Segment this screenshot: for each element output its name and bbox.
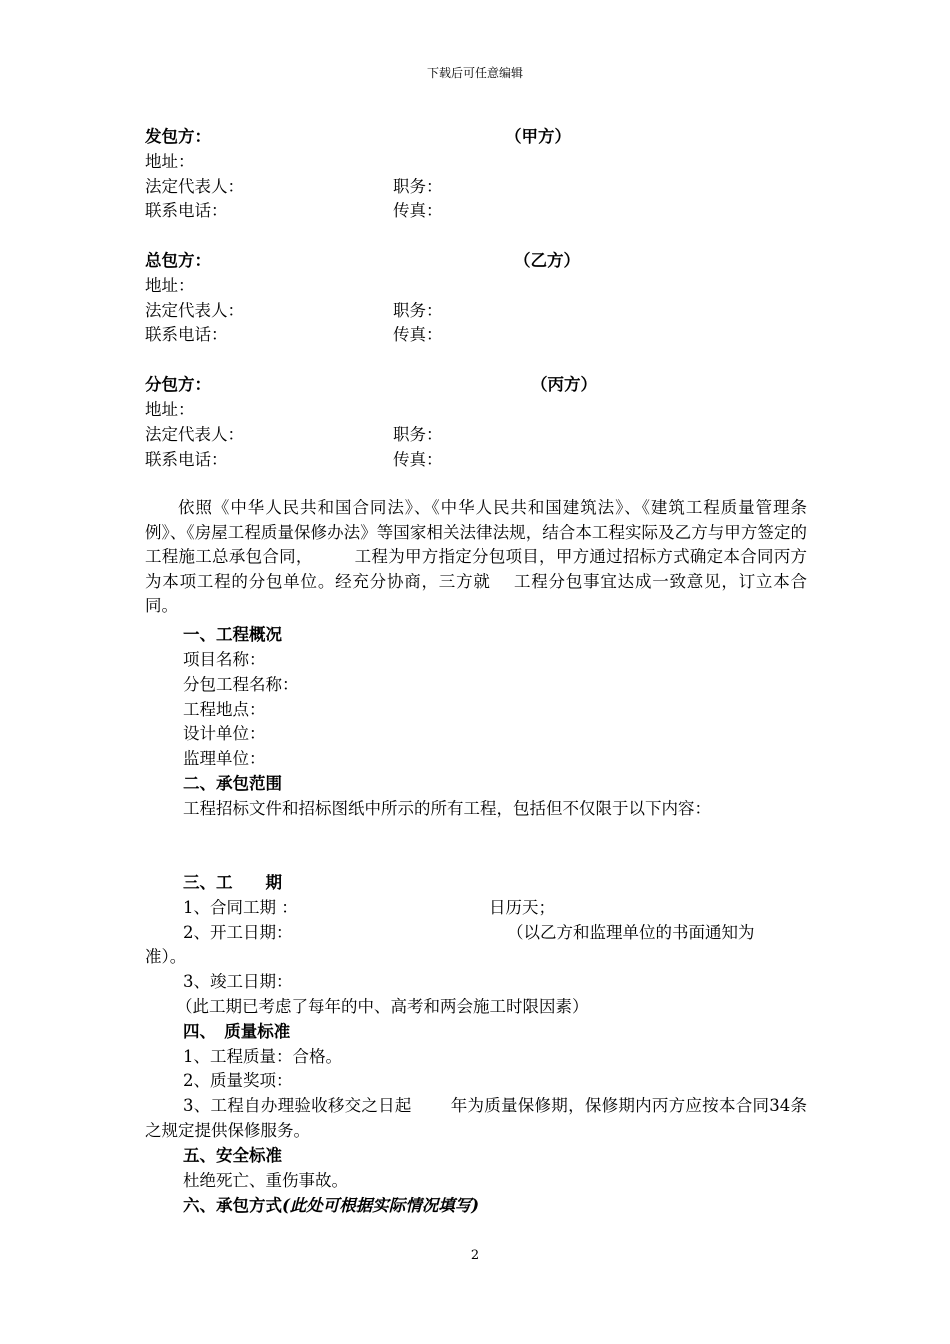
party-c-fax: 传真： xyxy=(393,450,443,469)
party-c-rep: 法定代表人： xyxy=(145,425,244,444)
project-name-field: 项目名称： xyxy=(183,650,266,669)
quality-item-3: 3、工程自办理验收移交之日起 年为质量保修期，保修期内丙方应按本合同34条之规定提供保修服务。 xyxy=(145,1096,807,1140)
section-6-heading xyxy=(183,1196,479,1216)
party-a-rep: 法定代表人： xyxy=(145,177,244,196)
site-location-field: 工程地点： xyxy=(183,700,266,719)
start-date-note: （以乙方和监理单位的书面通知为 xyxy=(507,923,755,942)
start-date-field: 2、开工日期： xyxy=(183,923,293,942)
duration-note: （此工期已考虑了每年的中、高考和两会施工时限因素） xyxy=(176,997,589,1016)
party-b-position: 职务： xyxy=(393,301,443,320)
contract-duration-field: 1、合同工期 ： xyxy=(183,898,298,917)
section-2-heading: 二、承包范围 xyxy=(183,774,282,793)
section-3-heading: 三、工 期 xyxy=(183,873,282,892)
party-b-fax: 传真： xyxy=(393,325,443,344)
party-a-position: 职务： xyxy=(393,177,443,196)
page-number: 2 xyxy=(470,1248,480,1263)
quality-item-1: 1、工程质量：合格。 xyxy=(183,1047,342,1066)
contract-duration-unit: 日历天； xyxy=(489,898,555,917)
party-b-tag: （乙方） xyxy=(514,251,580,270)
section-4-heading: 四、 质量标准 xyxy=(183,1022,291,1041)
party-c-tag: （丙方） xyxy=(531,375,597,394)
party-b-rep: 法定代表人： xyxy=(145,301,244,320)
supervision-unit-field: 监理单位： xyxy=(183,749,266,768)
party-a-phone: 联系电话： xyxy=(145,201,228,220)
section-6-title: 六、承包方式 xyxy=(183,1196,282,1215)
party-c-position: 职务： xyxy=(393,425,443,444)
section-5-heading: 五、安全标准 xyxy=(183,1146,282,1165)
party-a-title: 发包方： xyxy=(145,127,211,146)
quality-item-2: 2、质量奖项： xyxy=(183,1071,293,1090)
safety-text: 杜绝死亡、重伤事故。 xyxy=(183,1171,348,1190)
completion-date-field: 3、竣工日期： xyxy=(183,972,293,991)
section-1-heading: 一、工程概况 xyxy=(183,625,282,644)
intro-paragraph: 依照《中华人民共和国合同法》、《中华人民共和国建筑法》、《建筑工程质量管理条例》、《房屋工程质量保修办法》等国家相关法律法规，结合本工程实际及乙方与甲方签定的工程施工总承包合同， 工程为甲方指定分包项目，甲方通过招标方式确定本合同丙方为本项工程的分包单位。经充分协商，三方就 工程分包事宜达成一致意见，订立本合同。 xyxy=(145,498,807,616)
design-unit-field: 设计单位： xyxy=(183,724,266,743)
party-c-phone: 联系电话： xyxy=(145,450,228,469)
party-a-fax: 传真： xyxy=(393,201,443,220)
section-6-note: (此处可根据实际情况填写) xyxy=(282,1196,480,1215)
party-c-title: 分包方： xyxy=(145,375,211,394)
party-b-title: 总包方： xyxy=(145,251,211,270)
page-header: 下载后可任意编辑 xyxy=(426,66,523,80)
scope-text: 工程招标文件和招标图纸中所示的所有工程，包括但不仅限于以下内容： xyxy=(183,799,711,818)
start-date-note-cont: 准）。 xyxy=(145,947,187,966)
party-b-address: 地址： xyxy=(145,276,195,295)
party-a-address: 地址： xyxy=(145,152,195,171)
party-c-address: 地址： xyxy=(145,400,195,419)
party-b-phone: 联系电话： xyxy=(145,325,228,344)
party-a-tag: （甲方） xyxy=(505,127,571,146)
subcontract-name-field: 分包工程名称： xyxy=(183,675,299,694)
